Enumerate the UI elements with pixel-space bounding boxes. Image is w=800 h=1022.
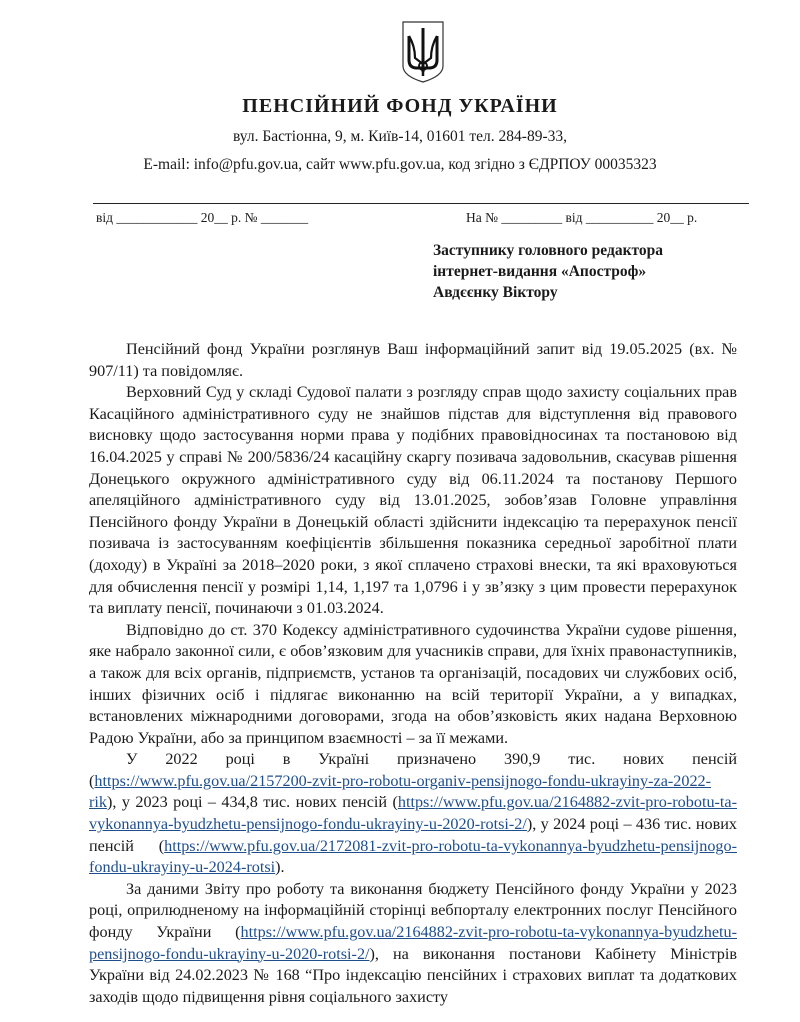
recipient-block: [433, 240, 663, 303]
outgoing-reference: від ____________ 20__ р. № _______: [96, 210, 309, 225]
paragraph-new-pensions: [89, 749, 737, 879]
text-fragment: ), у 2023 році – 434,8 тис. нових пенсій (: [106, 793, 398, 812]
organization-name: ПЕНСІЙНИЙ ФОНД УКРАЇНИ: [242, 95, 558, 117]
recipient-position: Заступнику головного редактора: [433, 242, 664, 259]
text-fragment: У 2022 році в Україні призначено 390,9 тис. нових пенсій (: [89, 750, 737, 790]
link-report-2023[interactable]: https://www.pfu.gov.ua/2164882-zvit-pro-robotu-ta-vykonannya-byudzhetu-pensijnogo-fondu-ukrayiny-u-2020-rotsi-2/: [89, 793, 737, 834]
text-fragment: ), у 2024 році – 436 тис. нових пенсій (: [89, 815, 737, 855]
letterhead-divider: [93, 203, 749, 204]
organization-contacts: E-mail: info@pfu.gov.ua, сайт www.pfu.gov.ua, код згідно з ЄДРПОУ 00035323: [143, 156, 657, 173]
text-fragment: ).: [275, 858, 285, 877]
organization-address: вул. Бастіонна, 9, м. Київ-14, 01601 тел. 284-89-33,: [233, 128, 567, 145]
incoming-reference: На № _________ від __________ 20__ р.: [466, 210, 698, 225]
text-fragment: За даними Звіту про роботу та виконання бюджету Пенсійного фонду України у 2023 році, оприлюдненому на інформаційній сторінці вебпорталу електронних послуг Пенсійного фонду України (: [89, 879, 737, 942]
coat-of-arms-trident-icon: [401, 20, 445, 84]
paragraph-legal-basis: Відповідно до ст. 370 Кодексу адміністративного судочинства України судове рішення, яке набрало законної сили, є обов’язковим для учасників справи, для їхніх правонаступників, а також для всіх органів, підприємств, установ та організацій, посадових чи службових осіб, інших фізичних осіб і підлягає виконанню на всій території України, а у випадках, встановлених міжнародними договорами, згода на обов’язковість яких надана Верховною Радою України, або за принципом взаємності – за її межами.: [89, 620, 737, 747]
recipient-organization: інтернет-видання «Апостроф»: [433, 263, 647, 280]
recipient-name: Авдєєнку Віктору: [433, 284, 558, 301]
link-budget-report-2023[interactable]: https://www.pfu.gov.ua/2164882-zvit-pro-robotu-ta-vykonannya-byudzhetu-pensijnogo-fondu-ukrayiny-u-2020-rotsi-2/: [89, 923, 737, 963]
text-fragment: ), на виконання постанови Кабінету Міністрів України від 24.02.2023 № 168 “Про індексацію пенсійних і страхових виплат та додаткових заходів щодо підвищення рівня соціального захисту: [89, 944, 737, 1006]
link-report-2024[interactable]: https://www.pfu.gov.ua/2172081-zvit-pro-robotu-ta-vykonannya-byudzhetu-pensijnogo-fondu-ukrayiny-u-2024-rotsi: [89, 836, 737, 877]
paragraph-court-ruling: Верховний Суд у складі Судової палати з розгляду справ щодо захисту соціальних прав Касаційного адміністративного суду не знайшов підстав для відступлення від правового висновку щодо застосування норми права у подібних правовідносинах та постановою від 16.04.2025 у справі № 200/5836/24 касаційну скаргу позивача задовольнив, скасував рішення Донецького окружного адміністративного суду від 06.11.2024 та постанову Першого апеляційного адміністративного суду від 13.01.2025, зобов’язав Головне управління Пенсійного фонду України в Донецькій області здійснити індексацію та перерахунок пенсії позивача із застосуванням коефіцієнтів збільшення показника середньої заробітної плати (доходу) в Україні за 2018–2020 роки, з якої сплачено страхові внески, та які враховуються для обчислення пенсії у розмірі 1,14, 1,197 та 1,0796 і у зв’язку з цим провести перерахунок та виплату пенсії, починаючи з 01.03.2024.: [89, 383, 737, 618]
link-report-2022[interactable]: https://www.pfu.gov.ua/2157200-zvit-pro-robotu-organiv-pensijnogo-fondu-ukrayiny-za-2022-rik: [89, 771, 712, 812]
letter-body: [89, 339, 737, 1008]
paragraph-budget-report: [89, 879, 737, 1009]
paragraph-intro: Пенсійний фонд України розглянув Ваш інформаційний запит від 19.05.2025 (вх. № 907/11) та повідомляє.: [89, 340, 737, 380]
